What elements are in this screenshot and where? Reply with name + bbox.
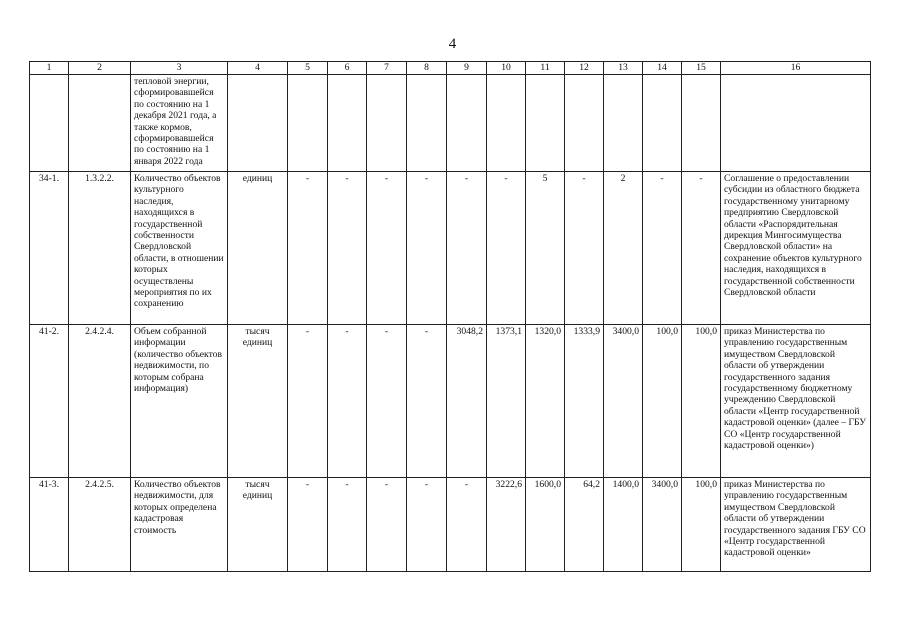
item-code-cell: 1.3.2.2. [69,172,131,325]
table-row [30,75,871,172]
value-cell: 2 [604,172,643,325]
unit-cell: тысяч единиц [228,325,288,478]
row-number-cell: 41-2. [30,325,69,478]
column-header: 16 [721,62,871,75]
value-cell: 3400,0 [643,478,682,572]
source-cell: приказ Министерства по управлению государственным имуществом Свердловской области об утверждении государственного задания государственному бюджетному учреждению Свердловской области «Центр государственной кадастровой оценки» (далее – ГБУ СО «Центр государственной кадастровой оценки») [721,325,871,478]
value-cell: - [682,172,721,325]
table-row [30,172,871,325]
value-cell: 1373,1 [487,325,526,478]
value-cell: - [367,172,407,325]
column-header: 5 [288,62,328,75]
item-code-cell: 2.4.2.4. [69,325,131,478]
value-cell [604,75,643,172]
value-cell: - [328,325,367,478]
value-cell [643,75,682,172]
table-row [30,478,871,572]
value-cell [447,75,487,172]
unit-cell: тысяч единиц [228,478,288,572]
value-cell: - [367,478,407,572]
value-cell [367,75,407,172]
value-cell: - [565,172,604,325]
value-cell: - [407,325,447,478]
column-header: 4 [228,62,288,75]
value-cell: 100,0 [682,478,721,572]
source-cell [721,75,871,172]
value-cell [682,75,721,172]
value-cell [565,75,604,172]
indicator-name-cell: тепловой энергии, сформировавшейся по состоянию на 1 декабря 2021 года, а также кормов, сформировавшейся по состоянию на 1 января 2022 года [131,75,228,172]
value-cell: - [407,172,447,325]
value-cell: - [288,325,328,478]
value-cell: 1320,0 [526,325,565,478]
value-cell: 1600,0 [526,478,565,572]
value-cell: 100,0 [643,325,682,478]
column-header: 8 [407,62,447,75]
value-cell: - [447,172,487,325]
column-header: 11 [526,62,565,75]
value-cell: - [328,478,367,572]
source-cell: приказ Министерства по управлению государственным имуществом Свердловской области об утверждении государственного задания ГБУ СО «Центр государственной кадастровой оценки» [721,478,871,572]
column-header: 12 [565,62,604,75]
page-number: 4 [448,36,457,52]
column-header: 14 [643,62,682,75]
value-cell: - [643,172,682,325]
value-cell [407,75,447,172]
value-cell: 3048,2 [447,325,487,478]
value-cell: - [288,172,328,325]
column-header: 3 [131,62,228,75]
value-cell: 3400,0 [604,325,643,478]
row-number-cell: 41-3. [30,478,69,572]
value-cell: 1400,0 [604,478,643,572]
column-header: 1 [30,62,69,75]
unit-cell [228,75,288,172]
column-header: 2 [69,62,131,75]
row-number-cell [30,75,69,172]
value-cell: 64,2 [565,478,604,572]
indicators-table [29,61,871,572]
column-header: 6 [328,62,367,75]
source-cell: Соглашение о предоставлении субсидии из областного бюджета государственному унитарному предприятию Свердловской области «Распорядительная дирекция Мингосимущества Свердловской области» на сохранение объектов культурного наследия, находящихся в государственной собственности Свердловской области [721,172,871,325]
value-cell [526,75,565,172]
item-code-cell [69,75,131,172]
indicator-name-cell: Объем собранной информации (количество объектов недвижимости, по которым собрана информация) [131,325,228,478]
column-header: 7 [367,62,407,75]
column-header: 15 [682,62,721,75]
value-cell: - [288,478,328,572]
indicator-name-cell: Количество объектов недвижимости, для которых определена кадастровая стоимость [131,478,228,572]
column-header: 13 [604,62,643,75]
column-header: 9 [447,62,487,75]
value-cell: - [328,172,367,325]
value-cell: - [487,172,526,325]
value-cell: 3222,6 [487,478,526,572]
value-cell [288,75,328,172]
row-number-cell: 34-1. [30,172,69,325]
table-row [30,325,871,478]
value-cell: 100,0 [682,325,721,478]
unit-cell: единиц [228,172,288,325]
item-code-cell: 2.4.2.5. [69,478,131,572]
value-cell: - [447,478,487,572]
column-header: 10 [487,62,526,75]
value-cell: 1333,9 [565,325,604,478]
value-cell: 5 [526,172,565,325]
value-cell [328,75,367,172]
value-cell: - [407,478,447,572]
indicator-name-cell: Количество объектов культурного наследия, находящихся в государственной собственности Свердловской области, в отношении которых осуществлены мероприятия по их сохранению [131,172,228,325]
value-cell: - [367,325,407,478]
value-cell [487,75,526,172]
column-number-row [30,62,871,75]
